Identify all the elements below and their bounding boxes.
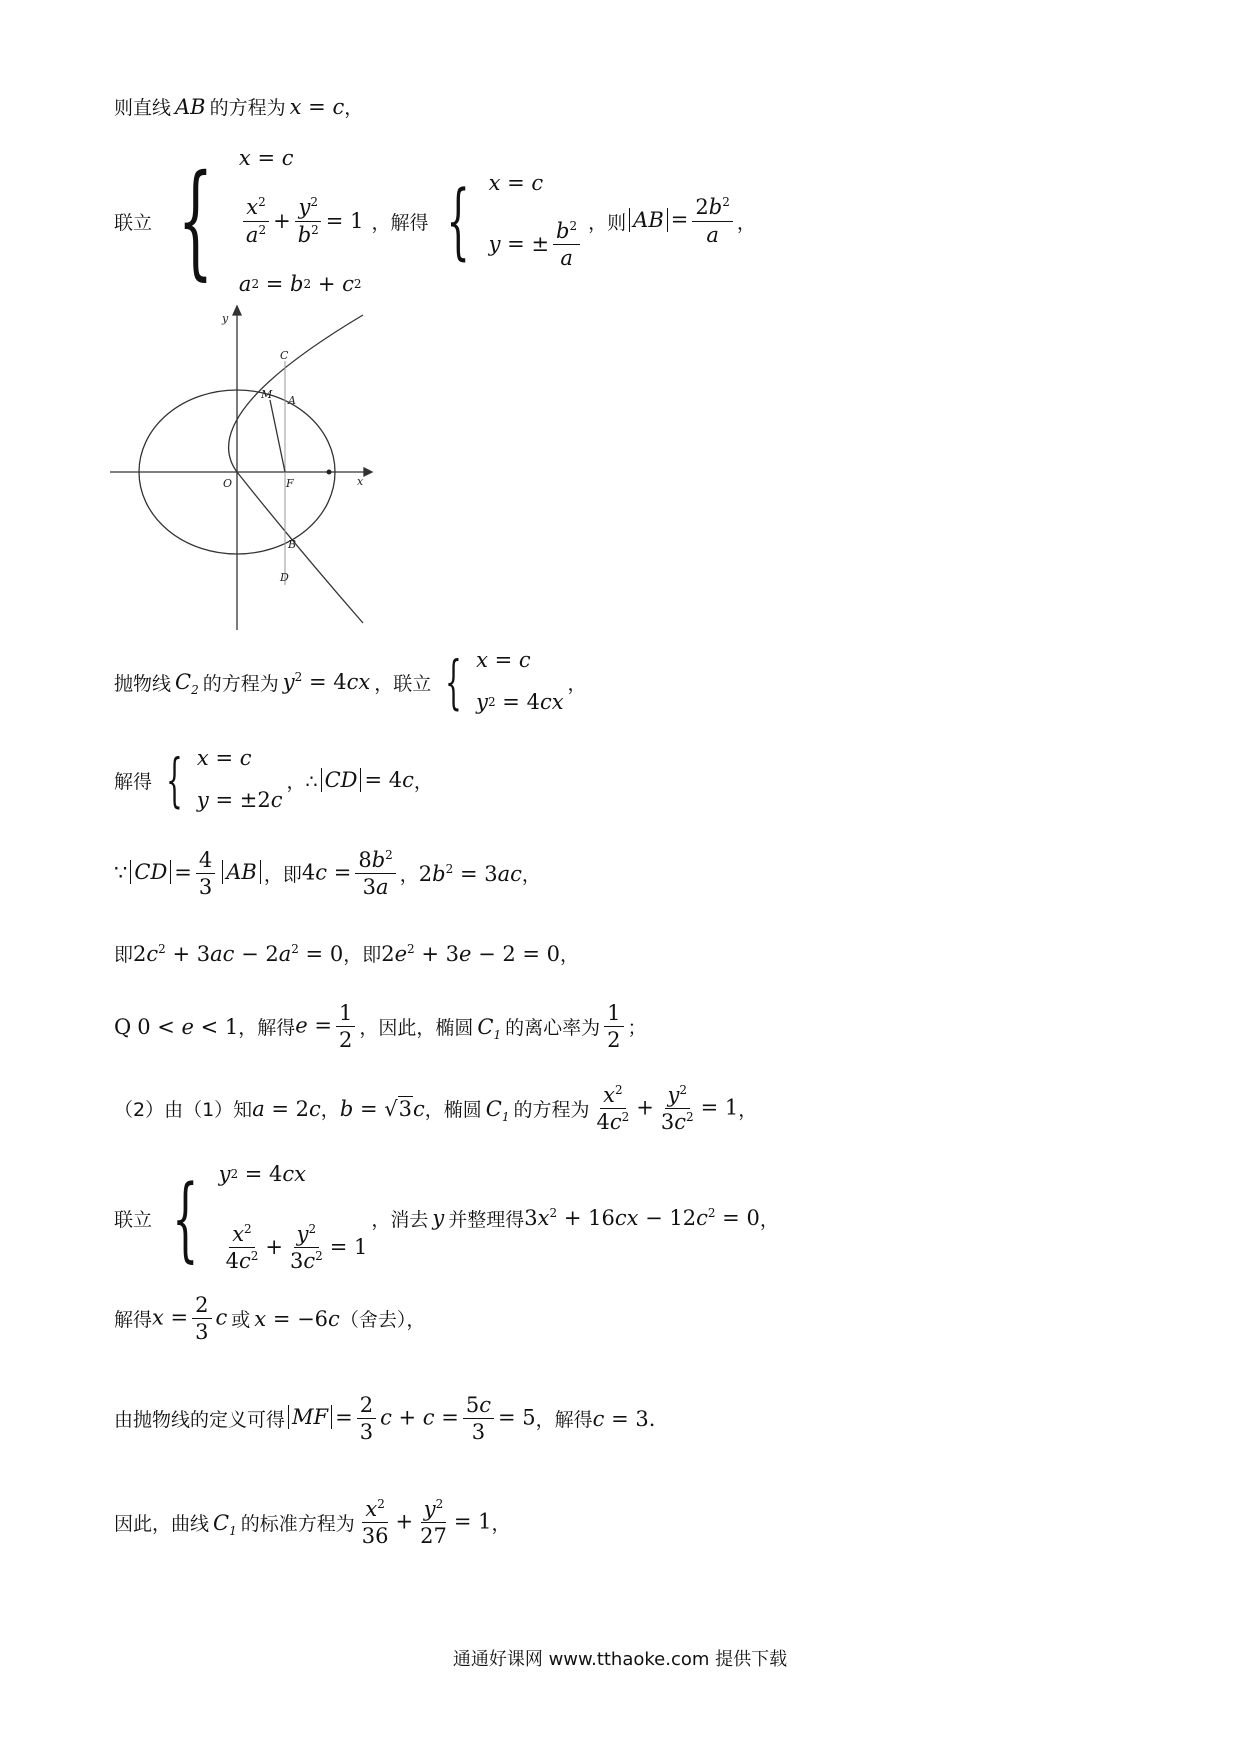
system-elimination: { y 2 = 4 cx $\frac{x^2}{4c^2}$ + $\frac{y^2}{3c^2}$ = 1	[172, 1162, 368, 1273]
line-1: 则直线 AB 的方程为 x = c ，	[114, 94, 364, 119]
label-d: D	[280, 571, 289, 584]
label-b: B	[288, 538, 297, 551]
label-c: C	[280, 349, 289, 362]
label-x: x	[357, 475, 364, 488]
label-o: O	[223, 477, 233, 490]
system-parabola: { x = c y 2 = 4 cx	[445, 648, 564, 716]
line-7: Q 0 < e < 1 ，解得 e = $\frac{1}{2}$ ，因此，椭圆 $C_1$ 的离心率为 $\frac{1}{2}$ ；	[114, 1001, 647, 1053]
vertex-point	[327, 470, 332, 475]
line-2: 联立 { x = c $\frac{x^2}{a^2}$ + $\frac{y^2}{b^2}$ = 1 a 2 = b 2 + c 2 ，解得 { x = c y = ± $\frac{b^2}{a}$ ，则 AB = $\frac{2b^2}{a}$ ，	[114, 146, 756, 296]
parabola-c2	[229, 315, 363, 623]
line-12: 因此，曲线 $C_1$ 的标准方程为 $\frac{x^2}{36}$ + $\frac{y^2}{27}$ = 1 ，	[114, 1497, 511, 1549]
footer-watermark: 通通好课网 www.tthaoke.com 提供下载	[452, 1649, 788, 1670]
line-4: 解得 { x = c y = ±2 c ，∴ CD = 4c ，	[114, 746, 433, 814]
ellipse-parabola-figure	[110, 305, 380, 635]
line-9: 联立 { y 2 = 4 cx $\frac{x^2}{4c^2}$ + $\frac{y^2}{3c^2}$ = 1 ，消去 y 并整理得 $3x^2 + 16cx - 12c^2 = 0$ ，	[114, 1162, 779, 1273]
y-axis-arrow-icon	[233, 306, 241, 315]
line-8: （2）由（1）知 a = 2c ， b = √3c ，椭圆 $C_1$ 的方程为 $\frac{x^2}{4c^2}$ + $\frac{y^2}{3c^2}$ = 1 ，	[114, 1083, 758, 1135]
line-10: 解得 x = $\frac{2}{3}$ c 或 x = −6c （舍去），	[114, 1293, 426, 1345]
label-m: M	[261, 388, 273, 401]
x-axis-arrow-icon	[364, 468, 372, 476]
line-3: 抛物线 $C_2$ 的方程为 $y^2 = 4cx$ ，联立 { x = c y 2 = 4 cx ，	[114, 648, 587, 716]
line-11: 由抛物线的定义可得 MF = $\frac{2}{3}$ c + c = $\frac{5c}{3}$ = 5 ，解得 c = 3 .	[114, 1393, 656, 1445]
system-solution-ab: { x = c y = ± $\frac{b^2}{a}$	[432, 171, 584, 271]
label-a: A	[288, 394, 296, 407]
segment-mf	[270, 400, 285, 472]
label-y: y	[222, 312, 229, 325]
label-f: F	[286, 477, 294, 490]
system-solution-cd: { x = c y = ±2 c	[166, 746, 283, 814]
line-6: 即 $2c^2 + 3ac - 2a^2 = 0$ ，即 $2e^2 + 3e - 2 = 0$ ，	[114, 941, 580, 966]
system-ellipse: { x = c $\frac{x^2}{a^2}$ + $\frac{y^2}{b^2}$ = 1 a 2 = b 2 + c 2	[177, 146, 364, 296]
line-5: ∵ CD = $\frac{4}{3}$ AB ，即 4c = $\frac{8b^2}{3a}$ ， $2b^2 = 3ac$ ，	[114, 848, 541, 900]
